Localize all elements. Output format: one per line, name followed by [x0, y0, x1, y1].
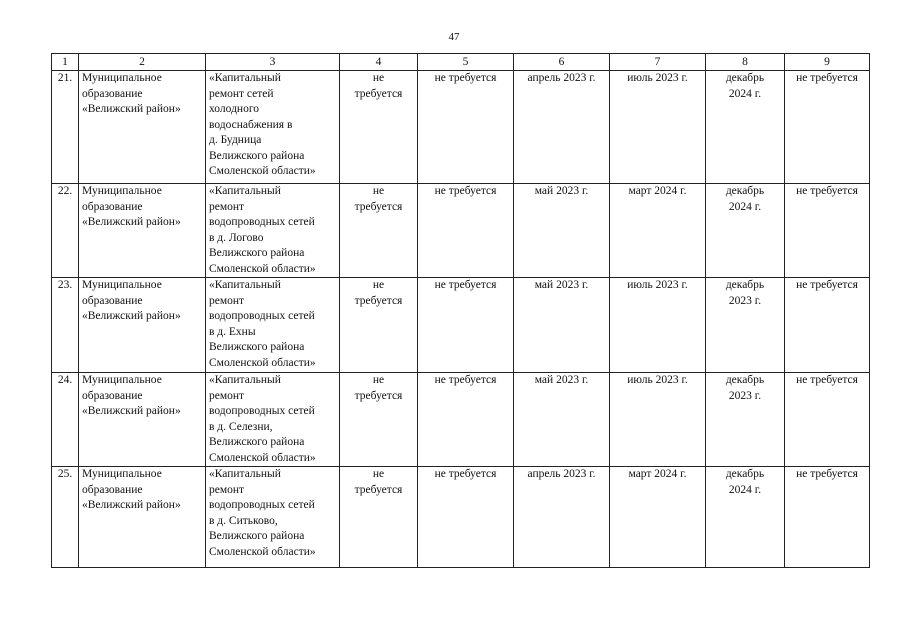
- col8-line: декабрь: [725, 185, 765, 197]
- col5-text: не требуется: [434, 468, 497, 480]
- table-body: [52, 71, 870, 568]
- table-row: [52, 184, 870, 278]
- col5-cell: [418, 467, 514, 568]
- row-number-cell: [52, 278, 79, 373]
- object-line: Велижского района: [209, 149, 305, 162]
- col4-line: требуется: [354, 389, 403, 402]
- col6-cell: [514, 184, 610, 278]
- municipality-line: Муниципальное: [82, 468, 162, 480]
- col4-cell: [340, 71, 418, 184]
- table-row: [52, 71, 870, 184]
- row-number-cell: [52, 373, 79, 467]
- municipality-line: Муниципальное: [82, 279, 162, 291]
- row-number: 21.: [57, 72, 73, 84]
- table-row: [52, 278, 870, 373]
- header-cell-5: 5: [418, 54, 514, 71]
- header-cell-6: 6: [514, 54, 610, 71]
- col5-cell: [418, 184, 514, 278]
- col9-cell: [785, 278, 870, 373]
- col7-text: июль 2023 г.: [627, 279, 688, 291]
- municipality-line: образование: [82, 389, 143, 402]
- municipality-line: образование: [82, 200, 143, 213]
- col4-line: требуется: [354, 200, 403, 213]
- header-cell-2: 2: [79, 54, 206, 71]
- col6-cell: [514, 71, 610, 184]
- col4-line: требуется: [354, 87, 403, 100]
- municipality-cell: [79, 184, 206, 278]
- col4-line: не: [372, 279, 385, 291]
- col4-line: не: [372, 374, 385, 386]
- object-line: в д. Логово: [209, 231, 264, 244]
- col8-line: декабрь: [725, 374, 765, 386]
- col5-cell: [418, 278, 514, 373]
- municipality-line: «Велижский район»: [82, 103, 181, 115]
- col9-text: не требуется: [796, 374, 858, 386]
- col4-line: не: [372, 468, 385, 480]
- col6-text: май 2023 г.: [534, 185, 589, 197]
- object-line: ремонт: [209, 389, 245, 402]
- col7-text: март 2024 г.: [628, 468, 687, 480]
- object-line: ремонт: [209, 483, 245, 496]
- row-number-cell: [52, 184, 79, 278]
- municipality-line: образование: [82, 294, 143, 307]
- header-row: [52, 54, 870, 71]
- col5-cell: [418, 71, 514, 184]
- row-number-cell: [52, 467, 79, 568]
- row-number: 23.: [57, 279, 73, 291]
- table-row: [52, 373, 870, 467]
- object-line: Велижского района: [209, 247, 305, 259]
- col9-text: не требуется: [796, 185, 858, 197]
- header-cell-8: 8: [706, 54, 785, 71]
- municipality-cell: [79, 373, 206, 467]
- col6-text: май 2023 г.: [534, 374, 589, 386]
- col6-text: апрель 2023 г.: [527, 468, 596, 480]
- object-line: д. Будница: [209, 134, 262, 146]
- object-cell: [206, 373, 340, 467]
- municipality-line: образование: [82, 483, 143, 496]
- col6-cell: [514, 373, 610, 467]
- object-line: ремонт: [209, 294, 245, 307]
- object-line: в д. Ехны: [209, 325, 256, 338]
- col8-line: 2024 г.: [728, 200, 762, 213]
- col5-text: не требуется: [434, 279, 497, 291]
- header-cell-3: 3: [206, 54, 340, 71]
- object-line: Смоленской области»: [209, 356, 316, 369]
- col9-cell: [785, 71, 870, 184]
- col7-cell: [610, 71, 706, 184]
- object-line: «Капитальный: [209, 468, 281, 480]
- object-line: «Капитальный: [209, 374, 281, 386]
- page-number: 47: [448, 31, 460, 43]
- object-cell: [206, 278, 340, 373]
- col7-cell: [610, 467, 706, 568]
- object-line: Смоленской области»: [209, 262, 316, 275]
- col7-text: июль 2023 г.: [627, 72, 688, 84]
- municipality-line: образование: [82, 87, 143, 100]
- object-line: «Капитальный: [209, 185, 281, 197]
- municipality-line: «Велижский район»: [82, 499, 181, 511]
- col8-cell: [706, 278, 785, 373]
- col4-cell: [340, 184, 418, 278]
- row-number: 24.: [57, 374, 73, 386]
- object-line: «Капитальный: [209, 72, 281, 84]
- schedule-table: [51, 53, 870, 568]
- object-line: ремонт: [209, 200, 245, 213]
- col8-line: 2023 г.: [728, 389, 762, 402]
- col8-line: 2023 г.: [728, 294, 762, 307]
- col5-text: не требуется: [434, 72, 497, 84]
- object-line: водопроводных сетей: [209, 499, 315, 511]
- row-number-cell: [52, 71, 79, 184]
- row-number: 25.: [57, 468, 73, 480]
- col7-text: июль 2023 г.: [627, 374, 688, 386]
- col7-cell: [610, 184, 706, 278]
- object-line: ремонт сетей: [209, 87, 274, 100]
- municipality-cell: [79, 278, 206, 373]
- col9-cell: [785, 467, 870, 568]
- municipality-line: Муниципальное: [82, 374, 162, 386]
- object-line: Велижского района: [209, 341, 305, 353]
- col8-line: 2024 г.: [728, 87, 762, 100]
- col4-line: не: [372, 185, 385, 197]
- col9-cell: [785, 184, 870, 278]
- col8-cell: [706, 184, 785, 278]
- object-line: водоснабжения в: [209, 118, 293, 131]
- col8-line: декабрь: [725, 279, 765, 291]
- col8-line: декабрь: [725, 72, 765, 84]
- col8-line: декабрь: [725, 468, 765, 480]
- object-line: в д. Селезни,: [209, 420, 273, 433]
- object-line: водопроводных сетей: [209, 310, 315, 322]
- municipality-line: Муниципальное: [82, 185, 162, 197]
- col7-cell: [610, 278, 706, 373]
- object-line: «Капитальный: [209, 279, 281, 291]
- object-line: водопроводных сетей: [209, 216, 315, 228]
- col4-line: не: [372, 72, 385, 84]
- col4-cell: [340, 467, 418, 568]
- object-line: Велижского района: [209, 436, 305, 448]
- col9-text: не требуется: [796, 72, 858, 84]
- object-cell: [206, 184, 340, 278]
- col9-text: не требуется: [796, 279, 858, 291]
- col8-cell: [706, 71, 785, 184]
- col5-cell: [418, 373, 514, 467]
- col6-text: май 2023 г.: [534, 279, 589, 291]
- col5-text: не требуется: [434, 185, 497, 197]
- header-cell-1: 1: [52, 54, 79, 71]
- col4-cell: [340, 278, 418, 373]
- col6-text: апрель 2023 г.: [527, 72, 596, 84]
- table-row: [52, 467, 870, 568]
- object-cell: [206, 71, 340, 184]
- col6-cell: [514, 278, 610, 373]
- col4-line: требуется: [354, 294, 403, 307]
- object-line: Велижского района: [209, 530, 305, 542]
- col8-cell: [706, 373, 785, 467]
- col7-cell: [610, 373, 706, 467]
- header-cell-9: 9: [785, 54, 870, 71]
- col7-text: март 2024 г.: [628, 185, 687, 197]
- municipality-cell: [79, 71, 206, 184]
- col5-text: не требуется: [434, 374, 497, 386]
- header-cell-4: 4: [340, 54, 418, 71]
- municipality-line: «Велижский район»: [82, 310, 181, 322]
- col9-text: не требуется: [796, 468, 858, 480]
- object-line: в д. Ситьково,: [209, 514, 278, 527]
- object-line: водопроводных сетей: [209, 405, 315, 417]
- object-line: Смоленской области»: [209, 451, 316, 464]
- municipality-cell: [79, 467, 206, 568]
- municipality-line: «Велижский район»: [82, 405, 181, 417]
- col8-line: 2024 г.: [728, 483, 762, 496]
- object-line: Смоленской области»: [209, 545, 316, 558]
- object-line: холодного: [209, 103, 260, 115]
- object-cell: [206, 467, 340, 568]
- municipality-line: Муниципальное: [82, 72, 162, 84]
- col6-cell: [514, 467, 610, 568]
- header-cell-7: 7: [610, 54, 706, 71]
- col4-line: требуется: [354, 483, 403, 496]
- row-number: 22.: [57, 185, 73, 197]
- col8-cell: [706, 467, 785, 568]
- object-line: Смоленской области»: [209, 165, 316, 177]
- col4-cell: [340, 373, 418, 467]
- municipality-line: «Велижский район»: [82, 216, 181, 228]
- col9-cell: [785, 373, 870, 467]
